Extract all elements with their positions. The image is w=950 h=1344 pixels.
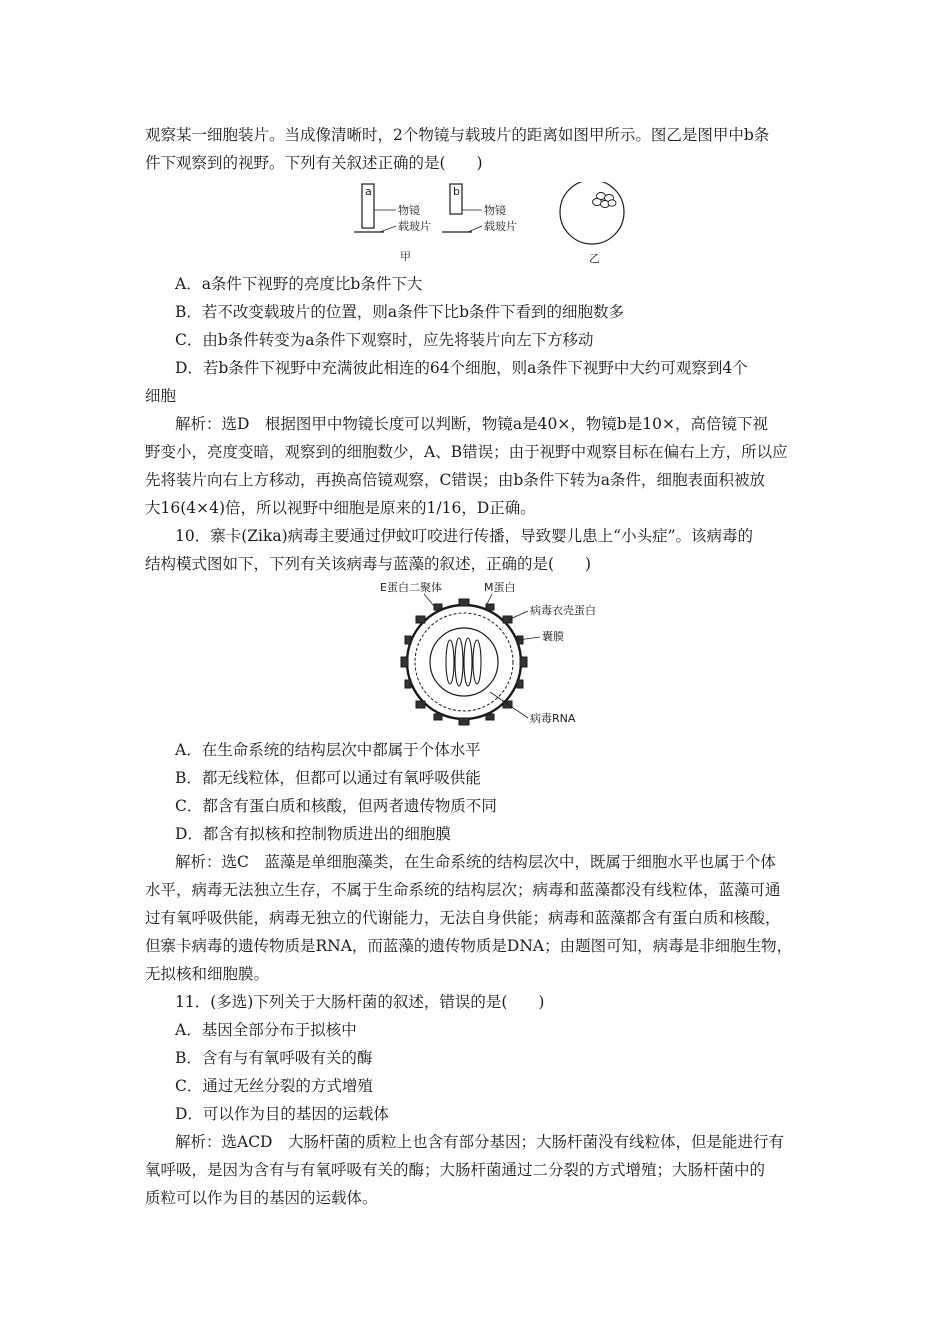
q11-analysis-line: 氧呼吸，是因为含有与有氧呼吸有关的酶；大肠杆菌通过二分裂的方式增殖；大肠杆菌中的 bbox=[145, 1161, 766, 1179]
field-of-view bbox=[560, 182, 624, 244]
q9-option-d-line2: 细胞 bbox=[145, 387, 177, 405]
q10-option-b: B．都无线粒体，但都可以通过有氧呼吸供能 bbox=[175, 769, 481, 787]
q9-option-b: B．若不改变载玻片的位置，则a条件下比b条件下看到的细胞数多 bbox=[175, 303, 625, 321]
label-capsule: 囊膜 bbox=[542, 630, 564, 643]
caption-yi: 乙 bbox=[589, 252, 600, 265]
label-b: b bbox=[453, 185, 460, 198]
q9-stem-line1: 观察某一细胞装片。当成像清晰时，2个物镜与载玻片的距离如图甲所示。图乙是图甲中b条 bbox=[145, 126, 770, 144]
q10-option-c: C．都含有蛋白质和核酸，但两者遗传物质不同 bbox=[175, 797, 497, 815]
q11-option-c: C．通过无丝分裂的方式增殖 bbox=[175, 1077, 373, 1095]
q10-analysis-line: 无拟核和细胞膜。 bbox=[145, 965, 270, 983]
q9-option-d-line1: D．若b条件下视野中充满彼此相连的64个细胞，则a条件下视野中大约可观察到4个 bbox=[175, 359, 748, 377]
label-slide-b: 载玻片 bbox=[484, 220, 517, 233]
cells-cluster bbox=[593, 193, 617, 208]
label-m-protein: M蛋白 bbox=[484, 581, 516, 594]
q10-analysis-line: 水平，病毒无法独立生存，不属于生命系统的结构层次；病毒和蓝藻都没有线粒体，蓝藻可通 bbox=[145, 881, 781, 899]
q9-stem-line2: 件下观察到的视野。下列有关叙述正确的是( ) bbox=[145, 154, 483, 172]
q9-analysis-line: 野变小，亮度变暗，观察到的细胞数少，A、B错误；由于视野中观察目标在偏右上方，所以应 bbox=[145, 443, 788, 461]
q10-analysis-line: 解析：选C 蓝藻是单细胞藻类，在生命系统的结构层次中，既属于细胞水平也属于个体 bbox=[175, 853, 776, 871]
label-e-protein-dimer: E蛋白二聚体 bbox=[380, 581, 442, 594]
zika-virus-diagram bbox=[372, 580, 622, 730]
q10-stem-line1: 10．寨卡(Zika)病毒主要通过伊蚊叮咬进行传播，导致婴儿患上“小头症”。该病毒的 bbox=[175, 527, 754, 545]
q10-option-d: D．都含有拟核和控制物质进出的细胞膜 bbox=[175, 825, 451, 843]
q9-analysis-line: 大16(4×4)倍，所以视野中细胞是原来的1/16，D正确。 bbox=[145, 499, 536, 517]
q11-analysis-line: 解析：选ACD 大肠杆菌的质粒上也含有部分基因；大肠杆菌没有线粒体，但是能进行有 bbox=[175, 1133, 784, 1151]
label-objective-b: 物镜 bbox=[484, 204, 506, 217]
q11-option-a: A．基因全部分布于拟核中 bbox=[175, 1021, 357, 1039]
label-a: a bbox=[365, 185, 372, 198]
q11-option-b: B．含有与有氧呼吸有关的酶 bbox=[175, 1049, 373, 1067]
q9-analysis-line: 先将装片向右上方移动，再换高倍镜观察，C错误；由b条件下转为a条件，细胞表面积被放 bbox=[145, 471, 766, 489]
q9-analysis-line: 解析：选D 根据图甲中物镜长度可以判断，物镜a是40×，物镜b是10×，高倍镜下视 bbox=[175, 415, 769, 433]
label-slide-a: 载玻片 bbox=[398, 220, 431, 233]
q10-analysis-line: 但寨卡病毒的遗传物质是RNA，而蓝藻的遗传物质是DNA；由题图可知，病毒是非细胞生物， bbox=[145, 937, 793, 955]
q11-option-d: D．可以作为目的基因的运载体 bbox=[175, 1105, 389, 1123]
q10-stem-line2: 结构模式图如下，下列有关该病毒与蓝藻的叙述，正确的是( ) bbox=[145, 555, 592, 573]
q10-option-a: A．在生命系统的结构层次中都属于个体水平 bbox=[175, 741, 481, 759]
q9-option-a: A．a条件下视野的亮度比b条件下大 bbox=[175, 275, 423, 293]
q10-analysis-line: 过有氧呼吸供能，病毒无独立的代谢能力，无法自身供能；病毒和蓝藻都含有蛋白质和核酸， bbox=[145, 909, 781, 927]
caption-jia: 甲 bbox=[400, 250, 411, 263]
label-coat-protein: 病毒衣壳蛋白 bbox=[530, 604, 596, 617]
q11-stem: 11．(多选)下列关于大肠杆菌的叙述，错误的是( ) bbox=[175, 993, 545, 1011]
q9-option-c: C．由b条件转变为a条件下观察时，应先将装片向左下方移动 bbox=[175, 331, 594, 349]
q11-analysis-line: 质粒可以作为目的基因的运载体。 bbox=[145, 1189, 378, 1207]
microscope-figure bbox=[350, 182, 630, 268]
label-viral-rna: 病毒RNA bbox=[530, 712, 576, 725]
viral-rna bbox=[446, 638, 481, 686]
label-objective-a: 物镜 bbox=[398, 204, 420, 217]
